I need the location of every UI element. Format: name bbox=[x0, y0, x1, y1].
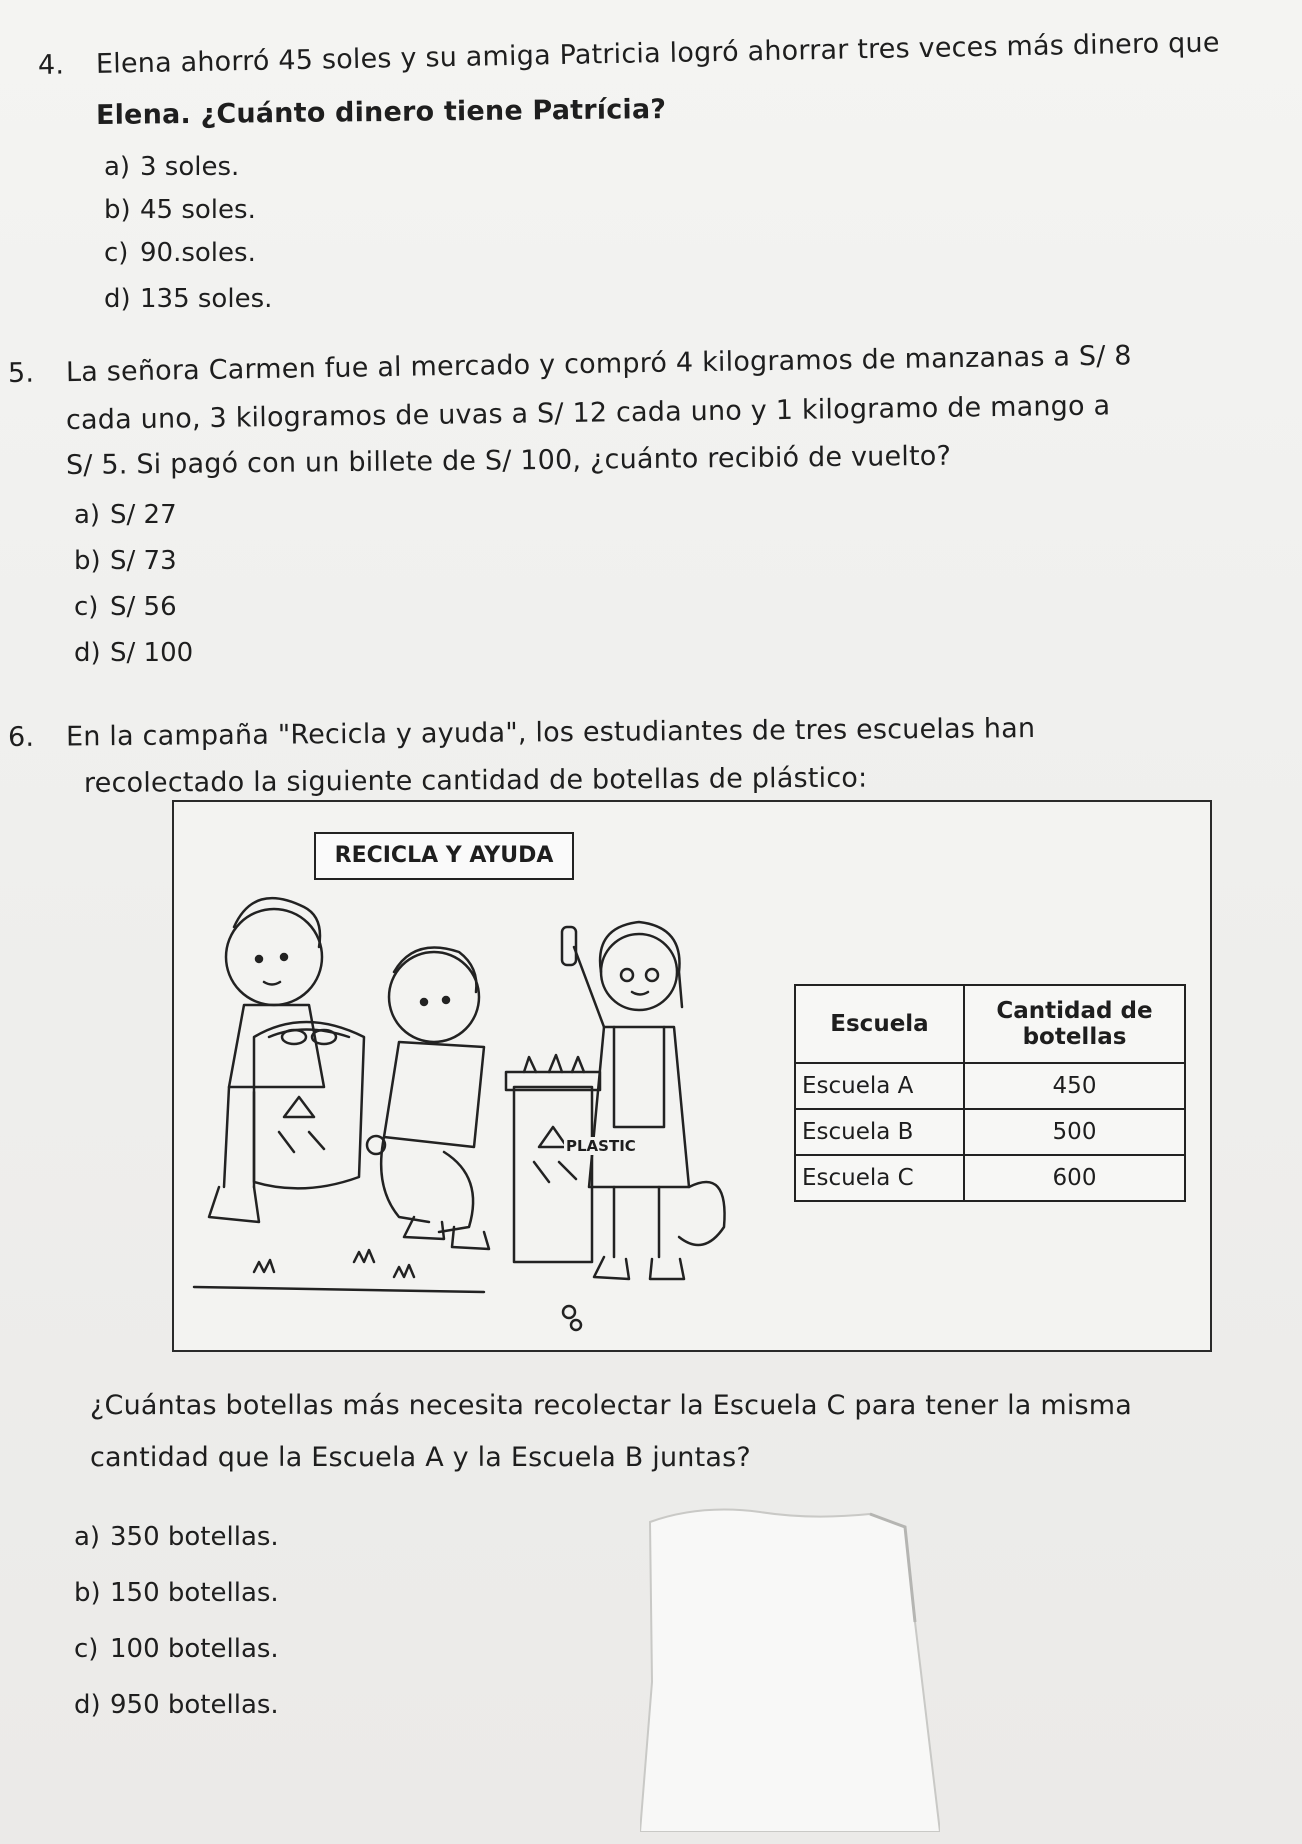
q6-option-d[interactable] bbox=[74, 1690, 279, 1720]
q4-option-b-letter: b) bbox=[104, 195, 131, 225]
q4-option-a[interactable] bbox=[104, 152, 239, 182]
q6-option-c[interactable] bbox=[74, 1634, 279, 1664]
q6-option-c-text: 100 botellas. bbox=[110, 1634, 279, 1664]
kids-recycling-illustration bbox=[184, 887, 784, 1337]
q4-text-1: Elena ahorró 45 soles y su amiga Patricia logró ahorrar tres veces más dinero que bbox=[95, 27, 1220, 80]
q6-option-a[interactable] bbox=[74, 1522, 279, 1552]
q4-line-1 bbox=[38, 27, 1220, 81]
q6-question-line-1: ¿Cuántas botellas más necesita recolectar la Escuela C para tener la misma bbox=[90, 1390, 1133, 1421]
row-qty-b: 500 bbox=[964, 1109, 1185, 1155]
table-row bbox=[795, 1109, 1185, 1155]
row-school-b: Escuela B bbox=[795, 1109, 964, 1155]
q4-option-b-text: 45 soles. bbox=[140, 195, 256, 225]
q6-option-d-text: 950 botellas. bbox=[110, 1690, 279, 1720]
row-school-c: Escuela C bbox=[795, 1155, 964, 1201]
q4-option-d-letter: d) bbox=[104, 284, 131, 314]
q6-option-a-text: 350 botellas. bbox=[110, 1522, 279, 1552]
q6-option-b-text: 150 botellas. bbox=[110, 1578, 279, 1608]
table-row bbox=[795, 1155, 1185, 1201]
q5-option-a-text: S/ 27 bbox=[110, 500, 177, 530]
row-qty-a: 450 bbox=[964, 1063, 1185, 1109]
q6-option-a-letter: a) bbox=[74, 1522, 101, 1552]
q5-option-b-letter: b) bbox=[74, 546, 101, 576]
header-school: Escuela bbox=[795, 985, 964, 1063]
q5-option-a-letter: a) bbox=[74, 500, 101, 530]
q6-number: 6. bbox=[7, 721, 35, 753]
q5-option-c-text: S/ 56 bbox=[110, 592, 177, 622]
q6-line-1 bbox=[8, 713, 1035, 753]
q5-line-1 bbox=[8, 340, 1132, 389]
q5-option-d[interactable] bbox=[74, 638, 193, 668]
q5-option-b[interactable] bbox=[74, 546, 177, 576]
q6-question-line-2: cantidad que la Escuela A y la Escuela B juntas? bbox=[90, 1442, 751, 1473]
q5-text-1: La señora Carmen fue al mercado y compró 4 kilogramos de manzanas a S/ 8 bbox=[65, 340, 1132, 389]
q4-option-d-text: 135 soles. bbox=[140, 284, 273, 314]
q5-line-3: S/ 5. Si pagó con un billete de S/ 100, ¿cuánto recibió de vuelto? bbox=[65, 440, 952, 481]
q4-option-c-letter: c) bbox=[104, 238, 129, 268]
q5-number: 5. bbox=[7, 357, 35, 389]
q6-text-1: En la campaña "Recicla y ayuda", los estudiantes de tres escuelas han bbox=[65, 713, 1036, 753]
q4-option-c-text: 90.soles. bbox=[140, 238, 256, 268]
header-qty: Cantidad de botellas bbox=[964, 985, 1185, 1063]
q5-option-b-text: S/ 73 bbox=[110, 546, 177, 576]
q5-option-c-letter: c) bbox=[74, 592, 99, 622]
q4-option-b[interactable] bbox=[104, 195, 256, 225]
q6-option-d-letter: d) bbox=[74, 1690, 101, 1720]
q6-option-b[interactable] bbox=[74, 1578, 279, 1608]
q4-number: 4. bbox=[37, 49, 65, 81]
table-row bbox=[795, 1063, 1185, 1109]
torn-paper-area bbox=[640, 1502, 940, 1832]
q4-option-a-text: 3 soles. bbox=[140, 152, 240, 182]
q6-option-b-letter: b) bbox=[74, 1578, 101, 1608]
q4-line-2: Elena. ¿Cuánto dinero tiene Patrícia? bbox=[95, 94, 667, 131]
q6-line-2: recolectado la siguiente cantidad de botellas de plástico: bbox=[83, 762, 868, 799]
q5-option-d-letter: d) bbox=[74, 638, 101, 668]
q4-option-d[interactable] bbox=[104, 284, 272, 314]
q5-option-d-text: S/ 100 bbox=[110, 638, 194, 668]
table-header-row bbox=[795, 985, 1185, 1063]
bottles-table bbox=[794, 984, 1186, 1202]
q4-option-c[interactable] bbox=[104, 238, 256, 268]
q5-option-a[interactable] bbox=[74, 500, 177, 530]
q5-line-2: cada uno, 3 kilogramos de uvas a S/ 12 cada uno y 1 kilogramo de mango a bbox=[65, 390, 1111, 436]
plastic-bin-label: PLASTIC bbox=[566, 1137, 636, 1155]
recycle-figure bbox=[172, 800, 1212, 1352]
q6-option-c-letter: c) bbox=[74, 1634, 99, 1664]
q5-option-c[interactable] bbox=[74, 592, 177, 622]
figure-title: RECICLA Y AYUDA bbox=[314, 832, 574, 880]
q4-option-a-letter: a) bbox=[104, 152, 131, 182]
row-qty-c: 600 bbox=[964, 1155, 1185, 1201]
row-school-a: Escuela A bbox=[795, 1063, 964, 1109]
